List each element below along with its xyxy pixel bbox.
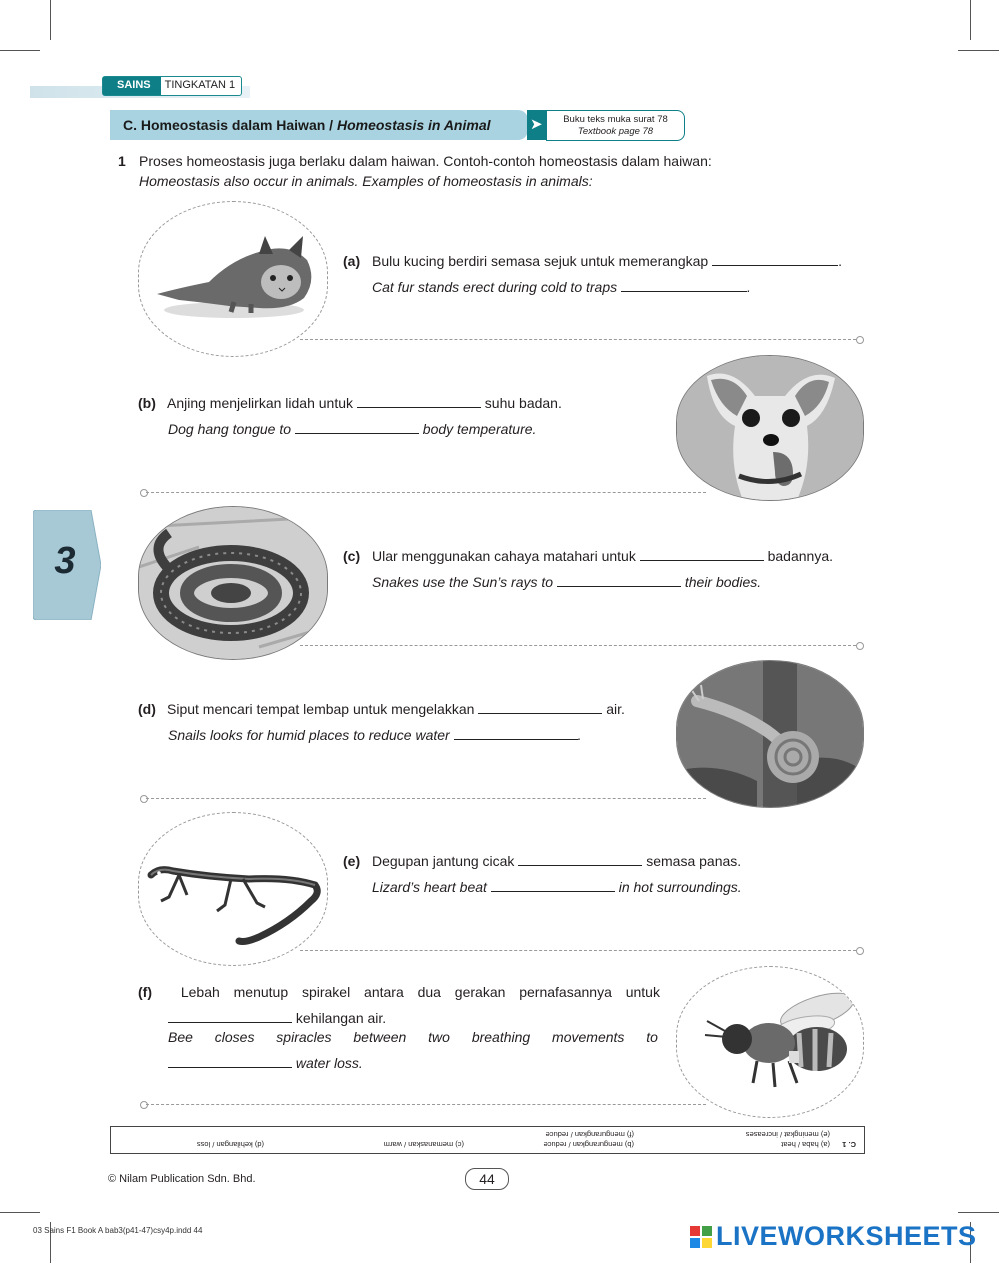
question-number: 1 xyxy=(118,153,126,169)
answer-blank-c-english[interactable] xyxy=(557,572,681,587)
question-c-malay: (c) Ular menggunakan cahaya matahari untuk badannya. xyxy=(343,548,834,564)
cat-photo xyxy=(138,201,328,357)
question-f-malay-line2: kehilangan air. xyxy=(168,1005,386,1031)
separator-dot xyxy=(140,489,148,497)
separator-line xyxy=(146,492,706,493)
separator-dot xyxy=(856,336,864,344)
separator-line xyxy=(300,950,856,951)
snail-photo xyxy=(676,660,864,808)
subject-label: SAINS xyxy=(103,77,161,95)
separator-line xyxy=(300,339,856,340)
chapter-number: 3 xyxy=(54,540,76,582)
answer-blank-a-malay[interactable] xyxy=(712,251,838,266)
question-a-malay: (a) Bulu kucing berdiri semasa sejuk untuk memerangkap . xyxy=(343,253,842,269)
answer-blank-a-english[interactable] xyxy=(621,277,747,292)
separator-dot xyxy=(856,642,864,650)
answer-blank-f-malay[interactable] xyxy=(168,1008,292,1023)
subject-tag xyxy=(102,76,242,96)
question-f-malay: (f) Lebah menutup spirakel antara dua gerakan pernafasannya untuk xyxy=(138,984,660,1000)
question-b-english: Dog hang tongue to body temperature. xyxy=(168,421,537,437)
answer-blank-f-english[interactable] xyxy=(168,1053,292,1068)
answer-blank-e-malay[interactable] xyxy=(518,851,642,866)
question-f-english: Bee closes spiracles between two breathing movements to xyxy=(168,1029,658,1045)
separator-line xyxy=(146,1104,706,1105)
intro-english: Homeostasis also occur in animals. Examples of homeostasis in animals: xyxy=(139,173,593,189)
question-d-english: Snails looks for humid places to reduce water . xyxy=(168,727,582,743)
textbook-reference: Buku teks muka surat 78 Textbook page 78 xyxy=(546,110,685,141)
intro-malay: Proses homeostasis juga berlaku dalam haiwan. Contoh-contoh homeostasis dalam haiwan: xyxy=(139,153,712,169)
arrow-icon: ➤ xyxy=(527,110,547,140)
section-title-bar xyxy=(110,110,528,140)
dog-photo xyxy=(676,355,864,501)
question-e-malay: (e) Degupan jantung cicak semasa panas. xyxy=(343,853,742,869)
separator-dot xyxy=(140,795,148,803)
liveworksheets-icon xyxy=(690,1226,712,1248)
section-title: C. Homeostasis dalam Haiwan / Homeostasis in Animal xyxy=(123,117,491,133)
question-e-english: Lizard’s heart beat in hot surroundings. xyxy=(372,879,742,895)
liveworksheets-logo[interactable] xyxy=(690,1221,977,1252)
bee-photo xyxy=(676,966,864,1118)
answer-key: C. 1 (a) haba / heat (e) meningkat / increases (b) mengurangkan / reduce (f) mengurangkan / reduce (c) memanaskan / warm (d) kehilangan / loss xyxy=(110,1126,865,1154)
crop-mark xyxy=(958,50,999,51)
crop-mark xyxy=(0,50,40,51)
level-label: TINGKATAN 1 xyxy=(164,79,236,91)
page-number: 44 xyxy=(465,1168,509,1190)
crop-mark xyxy=(0,1212,40,1213)
answer-blank-b-malay[interactable] xyxy=(357,393,481,408)
brand-name: LIVEWORKSHEETS xyxy=(716,1221,977,1251)
file-name: 03 Sains F1 Book A bab3(p41-47)csy4p.indd 44 xyxy=(33,1226,203,1235)
question-a-english: Cat fur stands erect during cold to traps . xyxy=(372,279,751,295)
answer-blank-c-malay[interactable] xyxy=(640,546,764,561)
separator-line xyxy=(146,798,706,799)
answer-blank-d-malay[interactable] xyxy=(478,699,602,714)
question-d-malay: (d) Siput mencari tempat lembap untuk mengelakkan air. xyxy=(138,701,625,717)
snake-photo xyxy=(138,506,328,660)
separator-dot xyxy=(140,1101,148,1109)
copyright: © Nilam Publication Sdn. Bhd. xyxy=(108,1173,256,1185)
crop-mark xyxy=(50,0,51,40)
separator-line xyxy=(300,645,856,646)
chapter-tab xyxy=(33,510,101,620)
crop-mark xyxy=(970,0,971,40)
question-f-english-line2: water loss. xyxy=(168,1050,363,1076)
lizard-drawing xyxy=(138,812,328,966)
separator-dot xyxy=(856,947,864,955)
question-c-english: Snakes use the Sun’s rays to their bodies. xyxy=(372,574,762,590)
question-b-malay: (b) Anjing menjelirkan lidah untuk suhu badan. xyxy=(138,395,562,411)
crop-mark xyxy=(958,1212,999,1213)
answer-blank-b-english[interactable] xyxy=(295,419,419,434)
answer-blank-d-english[interactable] xyxy=(454,725,578,740)
answer-blank-e-english[interactable] xyxy=(491,877,615,892)
